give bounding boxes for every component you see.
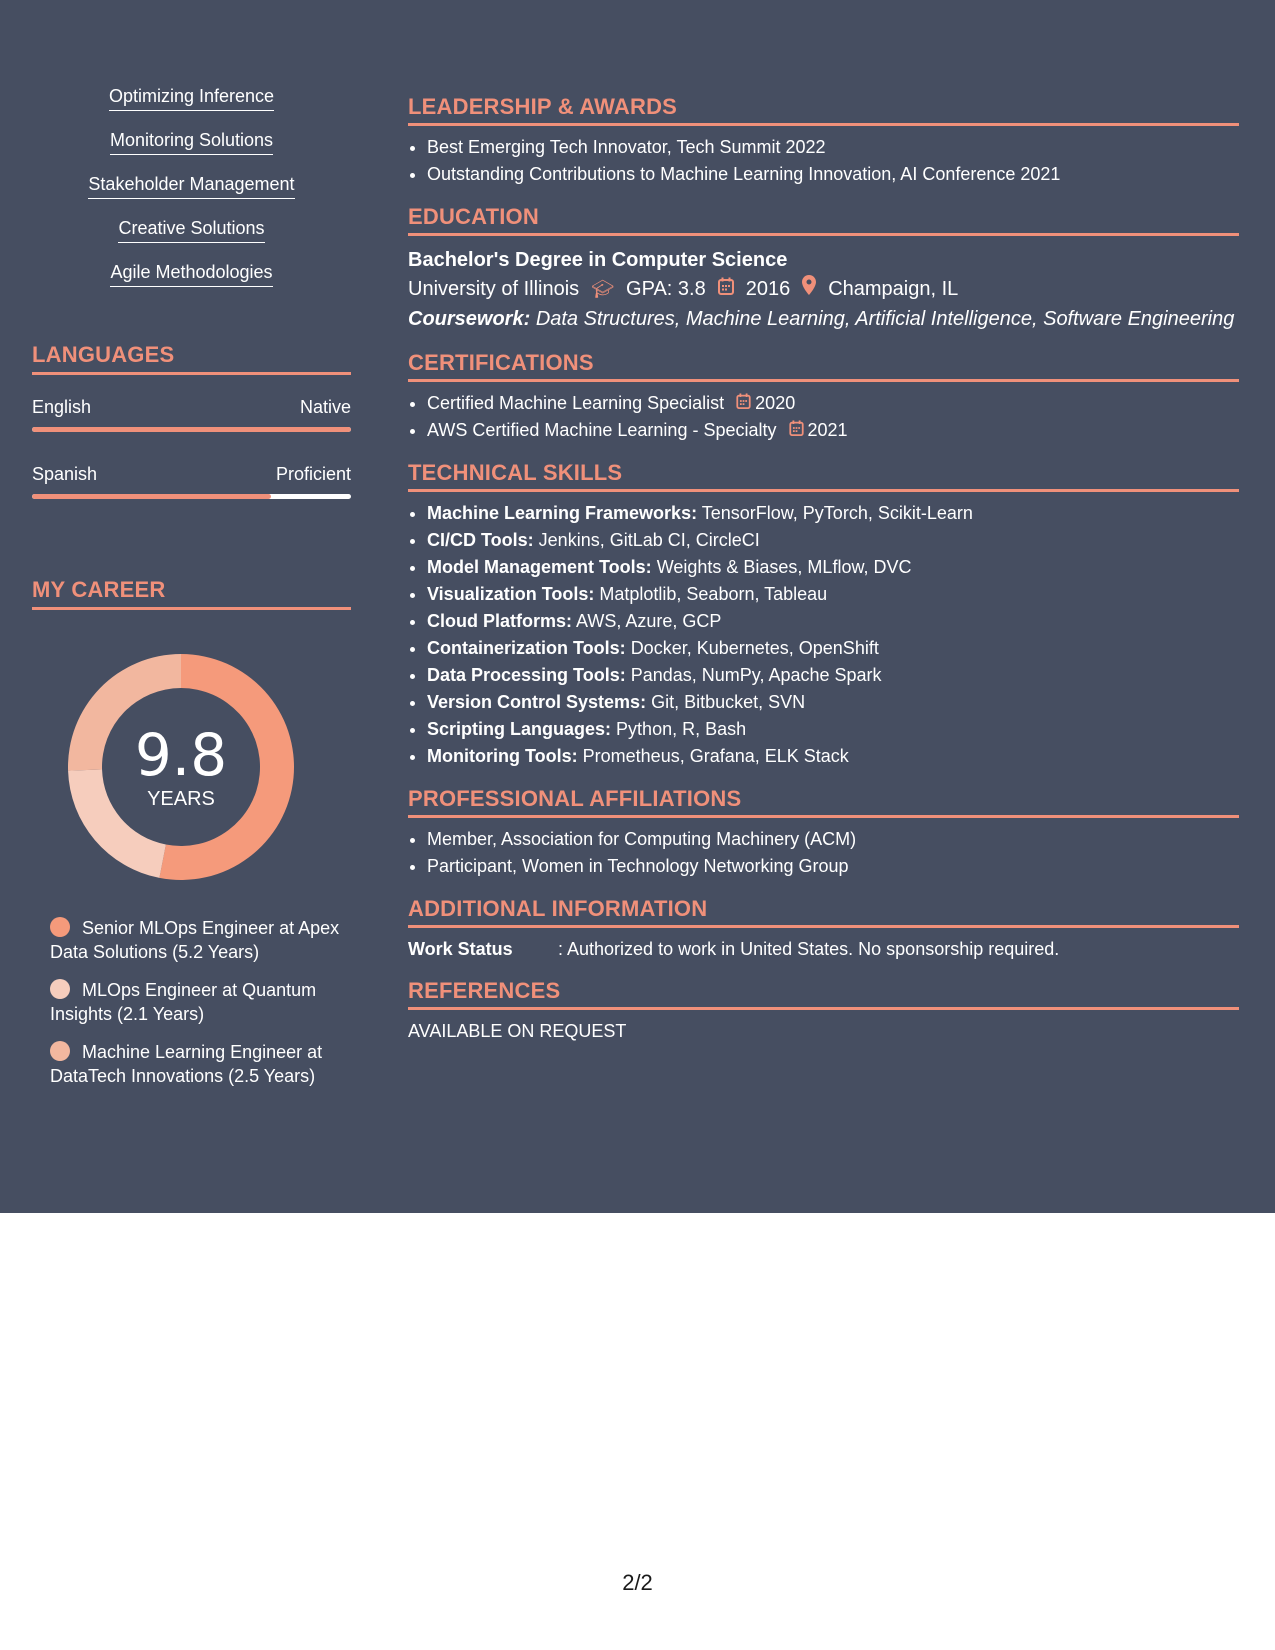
skill-category: Cloud Platforms: xyxy=(427,611,573,631)
location-pin-icon xyxy=(802,274,816,304)
calendar-icon xyxy=(718,274,734,304)
language-proficiency-fill xyxy=(32,494,271,499)
left-column xyxy=(32,84,351,1102)
list-item xyxy=(427,554,1239,581)
list-item xyxy=(427,417,1239,444)
language-proficiency-bar xyxy=(32,494,351,499)
list-item xyxy=(427,635,1239,662)
career-legend-item xyxy=(50,978,340,1026)
affiliations-list xyxy=(408,826,1239,880)
list-item: • Participant, Women in Technology Networking Group xyxy=(427,853,1239,880)
language-proficiency-bar xyxy=(32,427,351,432)
section-heading: CERTIFICATIONS xyxy=(408,350,1239,382)
skill-values: Pandas, NumPy, Apache Spark xyxy=(630,665,882,685)
career-legend-item xyxy=(50,1040,340,1088)
right-column xyxy=(408,94,1239,1060)
list-item xyxy=(427,390,1239,417)
additional-info-section xyxy=(408,896,1239,962)
skill-values: Prometheus, Grafana, ELK Stack xyxy=(582,746,849,766)
skill-values: Docker, Kubernetes, OpenShift xyxy=(630,638,879,658)
references-section xyxy=(408,978,1239,1044)
certification-year: 2020 xyxy=(755,393,796,413)
skill-item: Creative Solutions xyxy=(118,216,264,243)
skill-category: Data Processing Tools: xyxy=(427,665,626,685)
coursework-list: Data Structures, Machine Learning, Artificial Intelligence, Software Engineering xyxy=(535,308,1235,330)
references-text: AVAILABLE ON REQUEST xyxy=(408,1021,627,1041)
skill-category: Containerization Tools: xyxy=(427,638,626,658)
career-legend-text: MLOps Engineer at Quantum Insights (2.1 Years) xyxy=(50,980,317,1024)
legend-dot xyxy=(50,917,70,937)
skill-values: AWS, Azure, GCP xyxy=(576,611,722,631)
skill-item: Stakeholder Management xyxy=(88,172,294,199)
career-donut-chart xyxy=(66,652,296,882)
skill-category: CI/CD Tools: xyxy=(427,530,534,550)
gpa: GPA: 3.8 xyxy=(626,278,706,300)
list-item xyxy=(427,500,1239,527)
career-total-years: 9.8 xyxy=(134,720,228,789)
language-level: Native xyxy=(299,397,351,417)
leadership-section xyxy=(408,94,1239,188)
list-item xyxy=(427,689,1239,716)
language-entry xyxy=(32,395,351,432)
school-name: University of Illinois xyxy=(408,278,580,300)
list-item xyxy=(427,608,1239,635)
language-name: English xyxy=(32,397,92,417)
work-status-label: Work Status xyxy=(408,939,513,959)
list-item xyxy=(427,716,1239,743)
career-legend-text: Machine Learning Engineer at DataTech Innovations (2.5 Years) xyxy=(50,1042,323,1086)
list-item xyxy=(427,527,1239,554)
skill-values: TensorFlow, PyTorch, Scikit-Learn xyxy=(701,503,973,523)
coursework xyxy=(408,304,1239,334)
skill-values: Matplotlib, Seaborn, Tableau xyxy=(599,584,828,604)
education-meta xyxy=(408,274,1239,304)
skill-category: Visualization Tools: xyxy=(427,584,595,604)
section-heading: ADDITIONAL INFORMATION xyxy=(408,896,1239,928)
skill-values: Weights & Biases, MLflow, DVC xyxy=(656,557,912,577)
list-item: • Best Emerging Tech Innovator, Tech Summit 2022 xyxy=(427,134,1239,161)
certification-name: AWS Certified Machine Learning - Specialty xyxy=(427,420,777,440)
career-legend xyxy=(50,916,340,1088)
page-number: 2/2 xyxy=(622,1570,653,1595)
list-item: • Member, Association for Computing Machinery (ACM) xyxy=(427,826,1239,853)
work-status-value: : Authorized to work in United States. No sponsorship required. xyxy=(558,939,1060,959)
certification-year: 2021 xyxy=(807,420,848,440)
section-heading: PROFESSIONAL AFFILIATIONS xyxy=(408,786,1239,818)
language-proficiency-fill xyxy=(32,427,351,432)
skill-list xyxy=(32,84,351,304)
list-item xyxy=(427,662,1239,689)
graduation-year: 2016 xyxy=(745,278,791,300)
skill-category: Machine Learning Frameworks: xyxy=(427,503,698,523)
calendar-icon xyxy=(789,421,804,440)
career-legend-item xyxy=(50,916,340,964)
leadership-list xyxy=(408,134,1239,188)
technical-skills-list xyxy=(408,500,1239,770)
school-location: Champaign, IL xyxy=(828,278,959,300)
skill-values: Git, Bitbucket, SVN xyxy=(651,692,806,712)
certifications-section xyxy=(408,350,1239,444)
calendar-icon xyxy=(736,394,751,413)
work-status-row xyxy=(408,936,1239,962)
skill-item: Agile Methodologies xyxy=(110,260,272,287)
skill-values: Python, R, Bash xyxy=(616,719,747,739)
skill-item: Optimizing Inference xyxy=(109,84,274,111)
coursework-label: Coursework: xyxy=(408,308,531,330)
section-heading: EDUCATION xyxy=(408,204,1239,236)
languages-heading: LANGUAGES xyxy=(32,342,351,375)
list-item xyxy=(427,581,1239,608)
degree-title: Bachelor's Degree in Computer Science xyxy=(408,249,788,271)
language-entry xyxy=(32,462,351,499)
skill-item: Monitoring Solutions xyxy=(110,128,273,155)
graduation-cap-icon: 🎓︎ xyxy=(591,279,615,299)
language-name: Spanish xyxy=(32,464,98,484)
affiliations-section xyxy=(408,786,1239,880)
career-legend-text: Senior MLOps Engineer at Apex Data Solutions (5.2 Years) xyxy=(50,918,340,962)
legend-dot xyxy=(50,1041,70,1061)
certifications-list xyxy=(408,390,1239,444)
career-total-unit: YEARS xyxy=(147,787,215,810)
skill-category: Model Management Tools: xyxy=(427,557,652,577)
legend-dot xyxy=(50,979,70,999)
skill-category: Monitoring Tools: xyxy=(427,746,578,766)
section-heading: TECHNICAL SKILLS xyxy=(408,460,1239,492)
skill-values: Jenkins, GitLab CI, CircleCI xyxy=(538,530,760,550)
technical-skills-section xyxy=(408,460,1239,770)
skill-category: Scripting Languages: xyxy=(427,719,612,739)
education-section xyxy=(408,204,1239,334)
career-heading: MY CAREER xyxy=(32,577,351,610)
list-item xyxy=(427,743,1239,770)
skill-category: Version Control Systems: xyxy=(427,692,647,712)
certification-name: Certified Machine Learning Specialist xyxy=(427,393,725,413)
language-level: Proficient xyxy=(275,464,351,484)
list-item: • Outstanding Contributions to Machine Learning Innovation, AI Conference 2021 xyxy=(427,161,1239,188)
section-heading: REFERENCES xyxy=(408,978,1239,1010)
section-heading: LEADERSHIP & AWARDS xyxy=(408,94,1239,126)
